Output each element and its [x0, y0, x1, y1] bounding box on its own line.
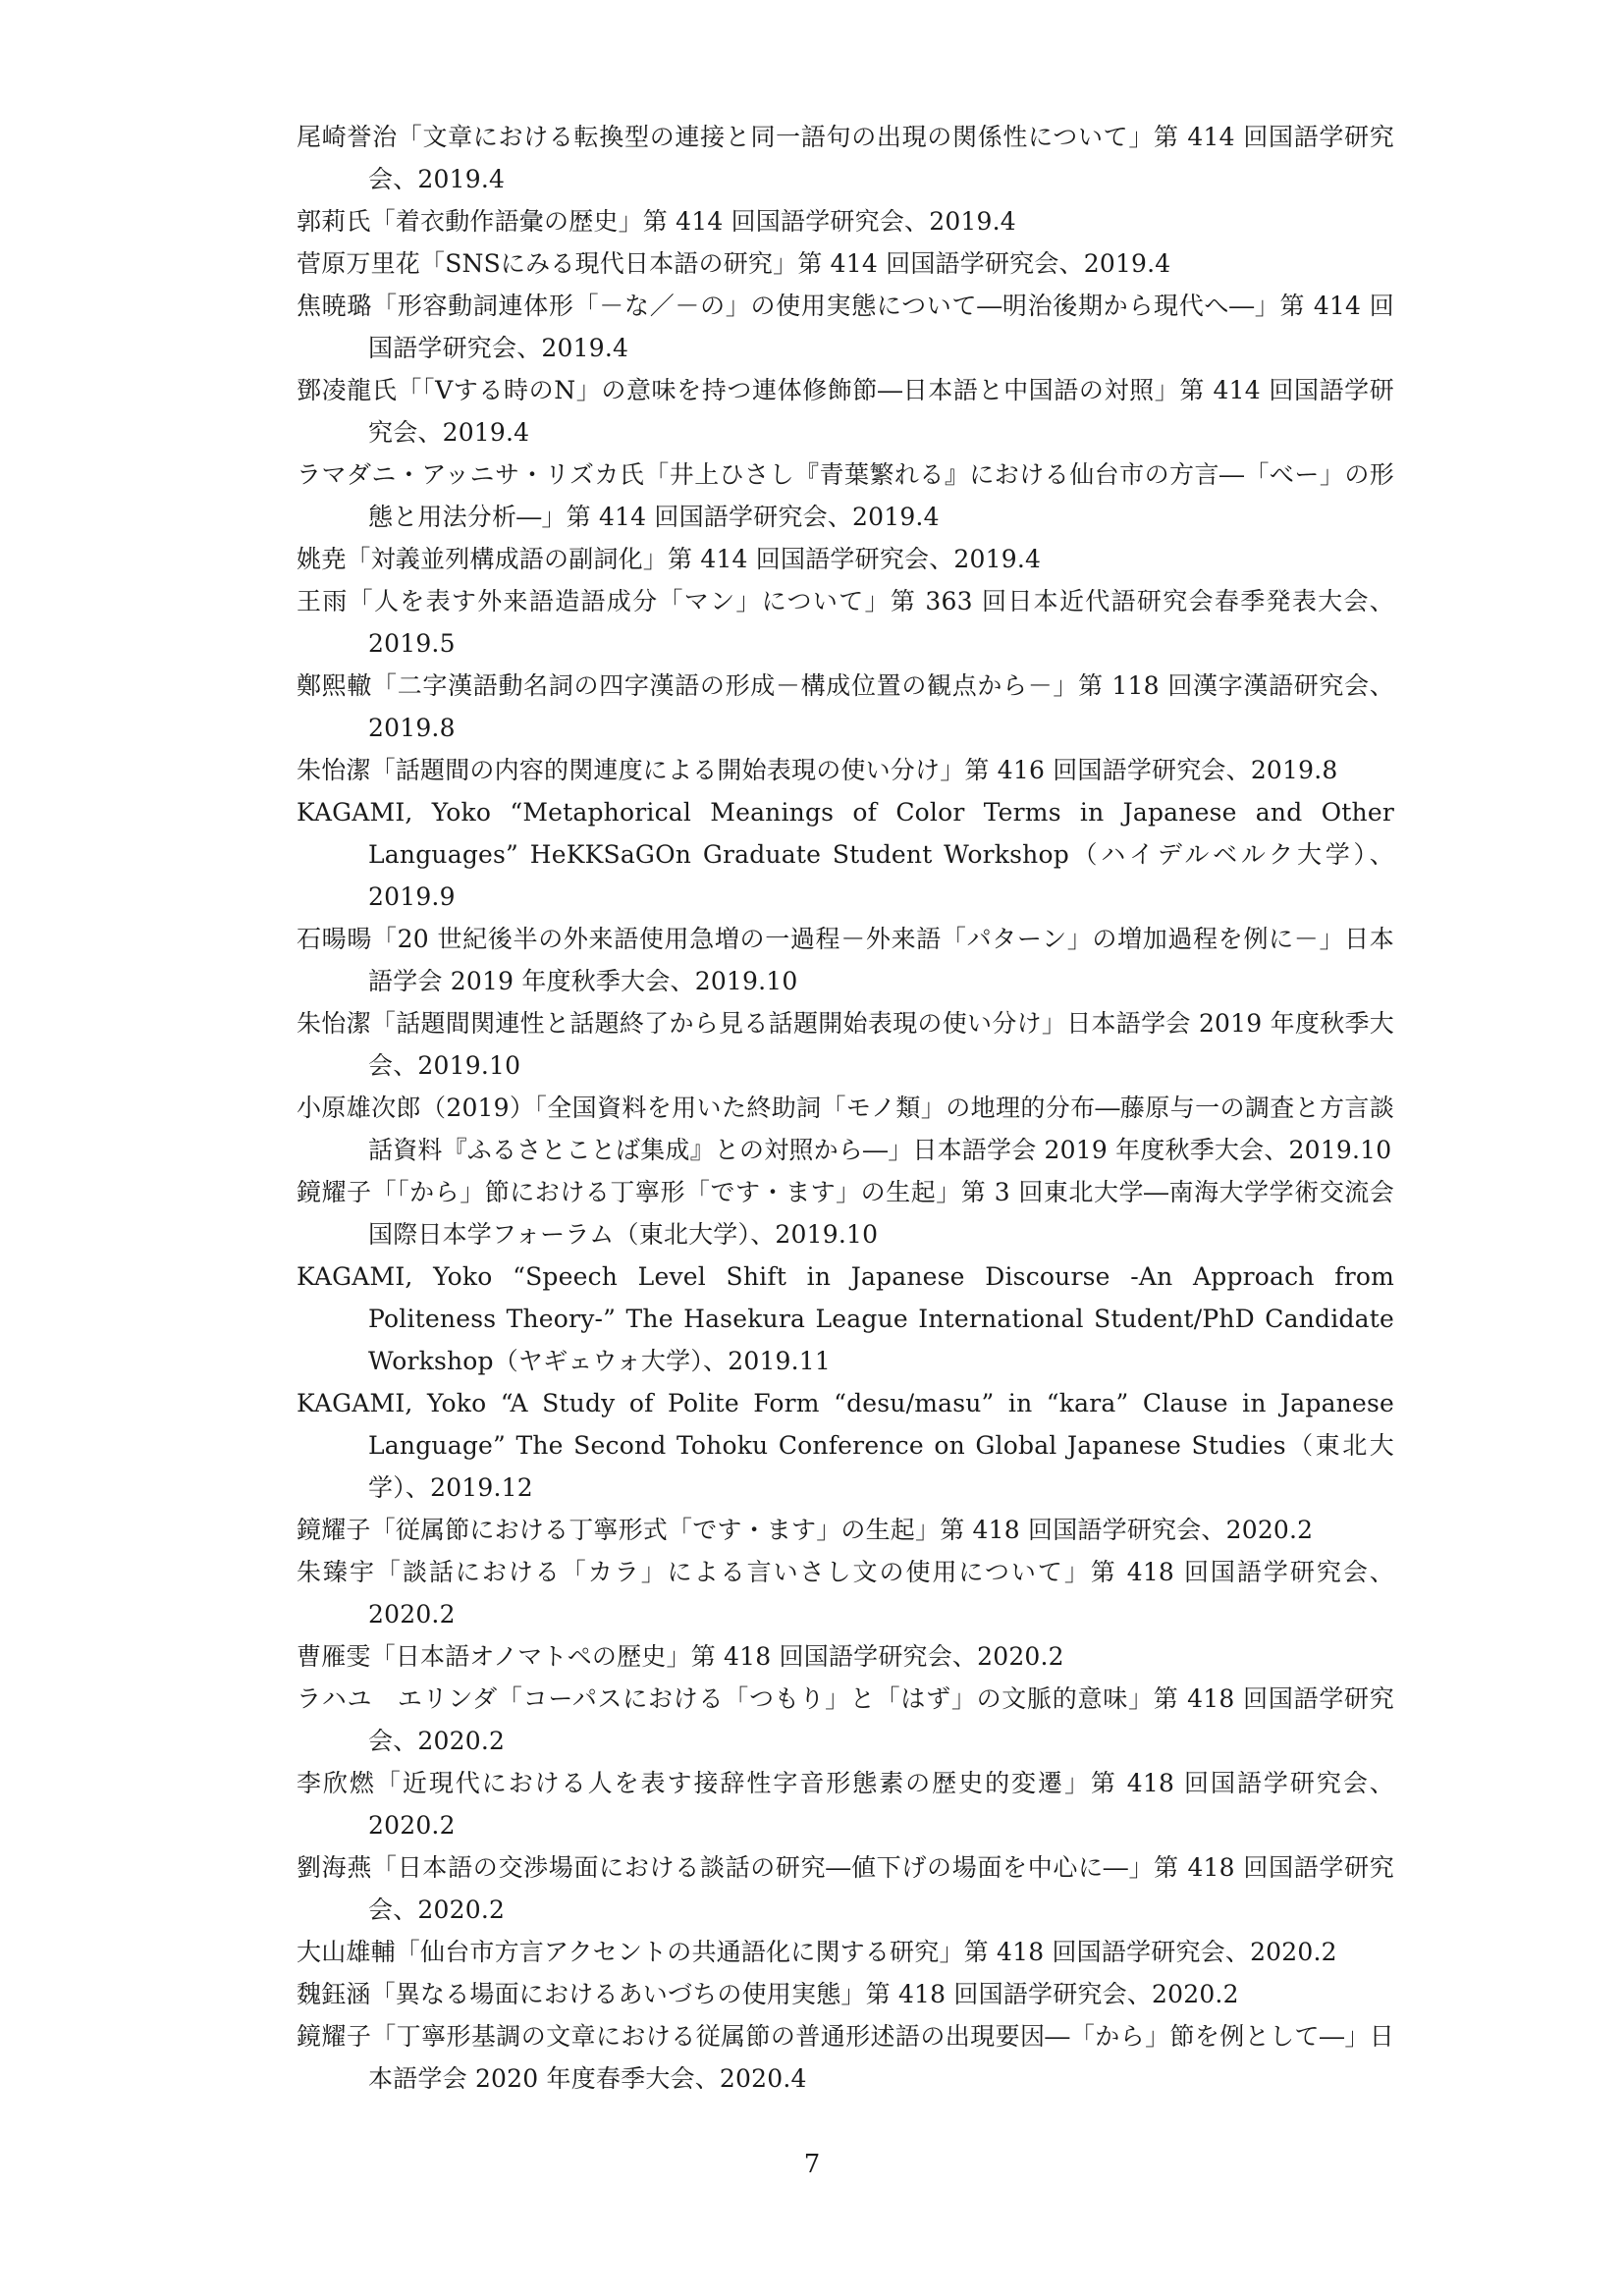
list-item: 焦暁璐「形容動詞連体形「－な／－の」の使用実態について―明治後期から現代へ―」第 414 回国語学研究会、2019.4 [297, 292, 1394, 362]
list-item: KAGAMI, Yoko “A Study of Polite Form “desu/masu” in “kara” Clause in Japanese Language” The Second Tohoku Conference on Global Japanese Studies（東北大学）、2019.12 [297, 1389, 1394, 1502]
list-item: 曹雁雯「日本語オノマトペの歴史」第 418 回国語学研究会、2020.2 [297, 1642, 1064, 1671]
list-item: 姚尭「対義並列構成語の副詞化」第 414 回国語学研究会、2019.4 [297, 545, 1042, 573]
list-item: ラハユ エリンダ「コーパスにおける「つもり」と「はず」の文脈的意味」第 418 回国語学研究会、2020.2 [297, 1684, 1394, 1755]
page-number: 7 [803, 2150, 821, 2179]
list-item: 鏡耀子「従属節における丁寧形式「です・ます」の生起」第 418 回国語学研究会、2020.2 [297, 1516, 1314, 1544]
list-item: 石暘暘「20 世紀後半の外来語使用急増の一過程－外来語「パターン」の増加過程を例に－」日本語学会 2019 年度秋季大会、2019.10 [297, 925, 1394, 995]
list-item: 魏鈺涵「異なる場面におけるあいづちの使用実態」第 418 回国語学研究会、2020.2 [297, 1980, 1239, 2008]
list-item: KAGAMI, Yoko “Metaphorical Meanings of Color Terms in Japanese and Other Languages” HeKKSaGOn Graduate Student Workshop（ハイデルベルク大学）、2019.9 [297, 798, 1394, 911]
list-item: KAGAMI, Yoko “Speech Level Shift in Japanese Discourse -An Approach from Politeness Theory-” The Hasekura League International Student/PhD Candidate Workshop（ヤギェウォ大学）、2019.11 [297, 1262, 1394, 1375]
list-item: 鏡耀子「丁寧形基調の文章における従属節の普通形述語の出現要因―「から」節を例として―」日本語学会 2020 年度春季大会、2020.4 [297, 2022, 1394, 2093]
list-item: 劉海燕「日本語の交渉場面における談話の研究―値下げの場面を中心に―」第 418 回国語学研究会、2020.2 [297, 1853, 1394, 1924]
list-item: 朱臻宇「談話における「カラ」による言いさし文の使用について」第 418 回国語学研究会、2020.2 [297, 1558, 1394, 1629]
list-item: 朱怡潔「話題間の内容的関連度による開始表現の使い分け」第 416 回国語学研究会、2019.8 [297, 756, 1338, 784]
list-item: 鏡耀子「「から」節における丁寧形「です・ます」の生起」第 3 回東北大学―南海大学学術交流会国際日本学フォーラム（東北大学）、2019.10 [297, 1178, 1394, 1249]
list-item: ラマダニ・アッニサ・リズカ氏「井上ひさし『青葉繁れる』における仙台市の方言―「べー」の形態と用法分析―」第 414 回国語学研究会、2019.4 [297, 460, 1394, 531]
list-item: 菅原万里花「SNSにみる現代日本語の研究」第 414 回国語学研究会、2019.4 [297, 249, 1171, 278]
list-item: 李欣燃「近現代における人を表す接辞性字音形態素の歴史的変遷」第 418 回国語学研究会、2020.2 [297, 1769, 1394, 1840]
list-item: 大山雄輔「仙台市方言アクセントの共通語化に関する研究」第 418 回国語学研究会、2020.2 [297, 1938, 1337, 1966]
list-item: 尾崎誉治「文章における転換型の連接と同一語句の出現の関係性について」第 414 回国語学研究会、2019.4 [297, 123, 1394, 193]
list-item: 鄧凌龍氏「「Vする時のN」の意味を持つ連体修飾節―日本語と中国語の対照」第 414 回国語学研究会、2019.4 [297, 376, 1394, 447]
list-item: 鄭熙轍「二字漢語動名詞の四字漢語の形成－構成位置の観点から－」第 118 回漢字漢語研究会、2019.8 [297, 671, 1394, 742]
list-item: 王雨「人を表す外来語造語成分「マン」について」第 363 回日本近代語研究会春季発表大会、2019.5 [297, 587, 1394, 658]
list-item: 郭莉氏「着衣動作語彙の歴史」第 414 回国語学研究会、2019.4 [297, 207, 1016, 236]
list-item: 小原雄次郎（2019）「全国資料を用いた終助詞「モノ類」の地理的分布―藤原与一の調査と方言談話資料『ふるさとことば集成』との対照から―」日本語学会 2019 年度秋季大会、2019.10 [297, 1094, 1394, 1164]
list-item: 朱怡潔「話題間関連性と話題終了から見る話題開始表現の使い分け」日本語学会 2019 年度秋季大会、2019.10 [297, 1009, 1394, 1080]
presentation-list [297, 116, 1394, 2100]
